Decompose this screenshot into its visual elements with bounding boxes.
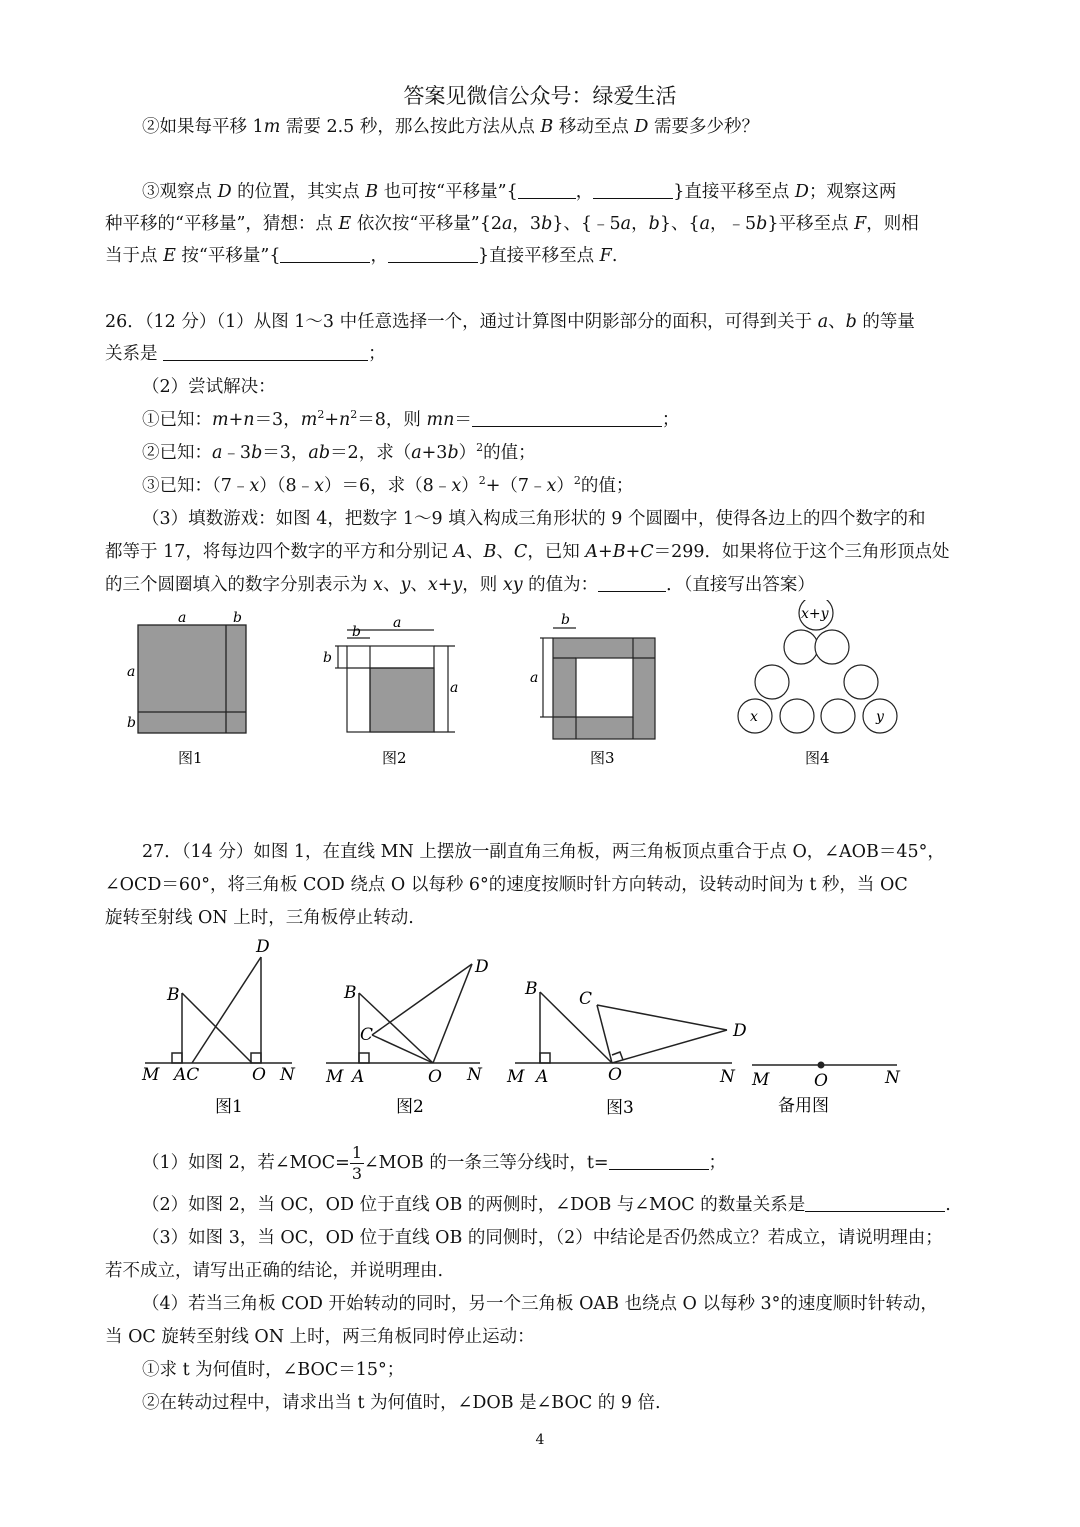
- q27-figures: [0, 930, 1080, 1120]
- answer-blank: [280, 244, 370, 263]
- fig2-caption: 图2: [382, 749, 407, 767]
- q25-line-4: 种平移的“平移量”，猜想：点 E 依次按“平移量”{2a，3b}、{﹣5a，b}、{a，﹣5b}平移至点 F，则相: [105, 214, 919, 234]
- q26-line-1: 26．（12 分）（1）从图 1～3 中任意选择一个，通过计算图中阴影部分的面积，可得到关于 a、b 的等量: [105, 312, 915, 332]
- q25-line-2: ②如果每平移 1m 需要 2.5 秒，那么按此方法从点 B 移动至点 D 需要多少秒？: [142, 117, 760, 137]
- f3-C: C: [579, 989, 593, 1009]
- answer-blank: [609, 1151, 709, 1170]
- page-number: 4: [535, 1432, 545, 1448]
- f4-caption: 备用图: [778, 1096, 829, 1116]
- f4-O: O: [814, 1071, 828, 1091]
- answer-blank: [388, 244, 478, 263]
- fig1-caption: 图1: [178, 749, 203, 767]
- q27-sub-1: （1）如图 2，若∠MOC= $\frac{1}{3}$ ∠MOB 的一条三等分线时，t= ；: [142, 1143, 727, 1183]
- f1-caption: 图1: [215, 1097, 243, 1117]
- page-header-watermark: 答案见微信公众号：绿爱生活: [403, 84, 677, 108]
- answer-blank: [163, 342, 368, 361]
- f3-D: D: [733, 1021, 747, 1041]
- q26-line-3: （2）尝试解决：: [142, 377, 276, 397]
- f2-O: O: [428, 1067, 442, 1087]
- q26-line-7: （3）填数游戏：如图 4，把数字 1～9 填入构成三角形状的 9 个圆圈中，使得各边上的四个数字的和: [142, 509, 926, 529]
- q27-line-2: ∠OCD＝60°，将三角板 COD 绕点 O 以每秒 6°的速度按顺时针方向转动，设转动时间为 t 秒，当 OC: [105, 875, 908, 895]
- f4-N: N: [885, 1068, 900, 1088]
- fig2-label-b-side: b: [323, 650, 332, 666]
- f3-caption: 图3: [606, 1098, 634, 1118]
- answer-blank: [518, 180, 576, 199]
- fig1-label-a-side: a: [127, 664, 136, 680]
- f3-O: O: [608, 1065, 622, 1085]
- f2-B: B: [344, 983, 357, 1003]
- q26-line-8: 都等于 17，将每边四个数字的平方和分别记 A、B、C，已知 A+B+C＝299．如果将位于这个三角形顶点处: [105, 542, 950, 562]
- f2-D: D: [475, 957, 489, 977]
- f1-O: O: [252, 1065, 266, 1085]
- f4-M: M: [752, 1070, 770, 1090]
- fig4-label-x: x: [750, 709, 758, 725]
- fig2-label-a-side: a: [450, 680, 459, 696]
- f3-B: B: [525, 979, 538, 999]
- fig2-label-b: b: [352, 624, 361, 640]
- fig4-label-y: y: [876, 709, 884, 725]
- q27-sub-3: （3）如图 3，当 OC，OD 位于直线 OB 的同侧时，（2）中结论是否仍然成立？若成立，请说明理由；: [142, 1228, 943, 1248]
- q27-sub-3b: 若不成立，请写出正确的结论，并说明理由.: [105, 1261, 444, 1281]
- f1-D: D: [256, 937, 270, 957]
- answer-blank: [472, 408, 662, 427]
- f1-N: N: [280, 1065, 295, 1085]
- fig1-label-a: a: [178, 610, 187, 626]
- answer-blank: [593, 180, 673, 199]
- figure-1-square: [138, 625, 246, 733]
- fig3-label-a: a: [530, 670, 539, 686]
- f3-N: N: [720, 1067, 735, 1087]
- q26-line-2: 关系是 ；: [105, 344, 386, 364]
- q25-line-5: 当于点 E 按“平移量”{ ， }直接平移至点 F.: [105, 246, 618, 266]
- q27-sub-4c: ①求 t 为何值时，∠BOC＝15°；: [142, 1360, 405, 1380]
- q26-line-6: ③已知：（7﹣x）（8﹣x）＝6，求（8﹣x）$^2$+（7﹣x）$^2$的值；: [142, 474, 634, 496]
- q26-line-9: 的三个圆圈填入的数字分别表示为 x、y、x+y，则 xy 的值为： ．（直接写出答案）: [105, 575, 815, 595]
- fig4-caption: 图4: [805, 749, 830, 767]
- f2-M: M: [326, 1067, 344, 1087]
- fig1-label-b-side: b: [127, 715, 136, 731]
- spare-point-o: [818, 1062, 825, 1069]
- answer-blank: [805, 1193, 945, 1212]
- figure-2: [335, 630, 455, 732]
- fig2-label-a: a: [393, 615, 402, 631]
- f3-A: A: [536, 1067, 549, 1087]
- fig3-label-b: b: [561, 612, 570, 628]
- fraction-one-third: $\frac{1}{3}$: [351, 1143, 362, 1183]
- f3-M: M: [507, 1067, 525, 1087]
- q27-line-1: 27．（14 分）如图 1，在直线 MN 上摆放一副直角三角板，两三角板顶点重合于点 O，∠AOB＝45°，: [142, 842, 945, 862]
- f1-M: M: [142, 1065, 160, 1085]
- fig1-label-b: b: [233, 610, 242, 626]
- q26-line-5: ②已知：a﹣3b＝3，ab＝2，求$(a+3b)^2$的值；: [142, 441, 536, 463]
- f2-A: A: [352, 1067, 365, 1087]
- q26-figures: [0, 600, 1080, 780]
- f2-caption: 图2: [396, 1097, 424, 1117]
- q27-sub-4d: ②在转动过程中，请求出当 t 为何值时，∠DOB 是∠BOC 的 9 倍.: [142, 1393, 661, 1413]
- answer-blank: [598, 573, 666, 592]
- q27-sub-2: （2）如图 2，当 OC，OD 位于直线 OB 的两侧时，∠DOB 与∠MOC 的数量关系是 .: [142, 1195, 951, 1215]
- fig3-caption: 图3: [590, 749, 615, 767]
- q27-line-3: 旋转至射线 ON 上时，三角板停止转动.: [105, 908, 414, 928]
- f1-AC: AC: [174, 1065, 200, 1085]
- f2-C: C: [360, 1025, 374, 1045]
- figure-3: [540, 628, 655, 739]
- q27-sub-4b: 当 OC 旋转至射线 ON 上时，两三角板同时停止运动：: [105, 1327, 535, 1347]
- f2-N: N: [467, 1065, 482, 1085]
- f1-B: B: [167, 985, 180, 1005]
- q27-sub-4: （4）若当三角板 COD 开始转动的同时，另一个三角板 OAB 也绕点 O 以每秒 3°的速度顺时针转动，: [142, 1294, 938, 1314]
- q25-line-3: ③观察点 D 的位置，其实点 B 也可按“平移量”{ ， }直接平移至点 D；观察这两: [142, 182, 897, 202]
- q26-line-4: ①已知：m+n＝3，$m^2+n^2=8$，则 mn＝ ；: [142, 408, 680, 430]
- fig4-label-xy: x+y: [801, 606, 829, 622]
